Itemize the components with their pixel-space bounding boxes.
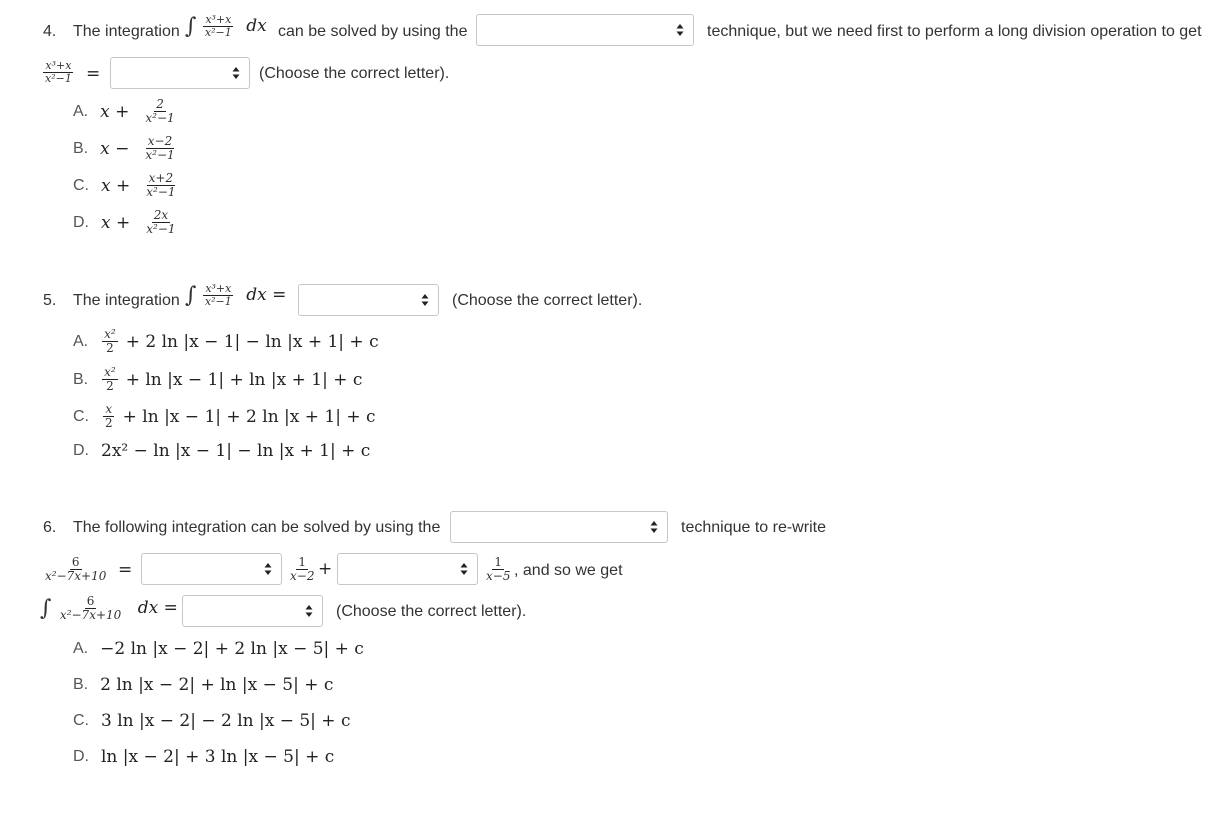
integral-sign: ∫ — [185, 283, 197, 308]
q6-lhs — [43, 556, 110, 583]
fraction-denominator: x²−1 — [145, 148, 175, 162]
q4-intro: The integration — [73, 23, 180, 40]
integral-sign: ∫ — [40, 596, 52, 621]
fraction — [288, 556, 316, 583]
q5-option-c — [73, 403, 376, 430]
fraction-numerator: 1 — [494, 555, 503, 569]
q4-integral — [185, 14, 267, 39]
q4-division-select[interactable] — [110, 57, 250, 89]
q4-option-c — [73, 172, 180, 199]
select-arrows-icon — [232, 66, 240, 80]
q6-integrand — [58, 595, 123, 622]
q4-option-b — [73, 135, 179, 162]
fraction-numerator: 2 — [156, 97, 164, 111]
fraction-denominator: x−5 — [486, 569, 511, 583]
integral-sign: ∫ — [185, 14, 197, 39]
fraction-denominator: x−2 — [290, 569, 315, 583]
option-label: A. — [73, 332, 89, 350]
q6-partial-fraction-2 — [482, 556, 514, 583]
fraction-numerator: x−2 — [147, 134, 173, 148]
option-label: B. — [73, 676, 89, 693]
q4-lhs-numerator: x³+x — [45, 59, 72, 72]
q4-choose: (Choose the correct letter). — [259, 65, 450, 82]
option-label: B. — [73, 370, 89, 388]
fraction-denominator: x²−1 — [145, 111, 175, 125]
option-expression: 3 ln |x − 2| − 2 ln |x − 5| + c — [101, 711, 351, 731]
q4-lhs — [43, 60, 76, 85]
q5-integrand-denominator: x²−1 — [204, 295, 232, 308]
fraction-denominator: 2 — [106, 341, 114, 355]
fraction-numerator: 1 — [298, 555, 307, 569]
q5-option-d — [73, 440, 370, 462]
select-arrows-icon — [650, 520, 658, 534]
q5-number: 5. — [43, 292, 57, 309]
option-expression: ln |x − 2| + 3 ln |x − 5| + c — [101, 747, 335, 767]
option-lead: x − — [100, 138, 130, 159]
select-arrows-icon — [676, 23, 684, 37]
q5-answer-select[interactable] — [298, 284, 439, 316]
q6-partial-fraction-1 — [286, 556, 318, 583]
q6-coefficient-b-select[interactable] — [337, 553, 478, 585]
q4-technique-select[interactable] — [476, 14, 694, 46]
option-fraction — [144, 209, 177, 236]
q6-option-b — [73, 674, 333, 696]
fraction-numerator: x² — [104, 365, 116, 379]
select-arrows-icon — [421, 293, 429, 307]
q6-technique-select[interactable] — [450, 511, 668, 543]
q6-coefficient-a-select[interactable] — [141, 553, 282, 585]
q4-lhs-fraction — [43, 60, 74, 85]
option-fraction — [143, 98, 176, 125]
q6-dx-equals: dx = — [137, 597, 178, 618]
q4-lhs-denominator: x²−1 — [45, 72, 72, 85]
q5-integrand-numerator: x³+x — [205, 282, 232, 295]
q6-lhs-numerator: 6 — [71, 555, 80, 569]
option-expression: −2 ln |x − 2| + 2 ln |x − 5| + c — [100, 639, 364, 659]
q5-integral — [185, 283, 286, 308]
option-label: B. — [73, 139, 89, 157]
option-expression: + ln |x − 1| + 2 ln |x + 1| + c — [122, 406, 376, 427]
q6-integral — [40, 595, 178, 622]
q4-equals: = — [86, 64, 101, 84]
option-label: D. — [73, 748, 89, 765]
fraction-numerator: x² — [104, 327, 116, 341]
option-label: A. — [73, 640, 89, 657]
q6-choose: (Choose the correct letter). — [336, 603, 527, 620]
q6-integrand-numerator: 6 — [86, 594, 95, 608]
q6-plus: + — [318, 559, 333, 579]
option-lead: x + — [101, 175, 131, 196]
fraction-denominator: 2 — [105, 416, 113, 430]
option-label: D. — [73, 213, 89, 231]
q4-text-after-select: technique, but we need first to perform a long division operation to get — [707, 23, 1202, 40]
q6-option-d — [73, 746, 334, 768]
option-fraction — [103, 403, 115, 430]
q4-option-d — [73, 209, 180, 236]
q5-dx-equals: dx = — [246, 284, 287, 305]
q6-option-c — [73, 710, 350, 732]
q5-choose: (Choose the correct letter). — [452, 292, 643, 309]
option-fraction — [143, 135, 176, 162]
q6-equals: = — [118, 560, 133, 580]
option-fraction — [102, 328, 118, 355]
q6-intro: The following integration can be solved by using the — [73, 519, 441, 536]
option-label: A. — [73, 102, 89, 120]
fraction-denominator: x²−1 — [146, 185, 176, 199]
option-expression: + ln |x − 1| + ln |x + 1| + c — [125, 369, 363, 390]
fraction — [484, 556, 512, 583]
option-label: C. — [73, 176, 89, 194]
q6-number: 6. — [43, 519, 57, 536]
fraction-denominator: 2 — [106, 379, 114, 393]
q4-option-a — [73, 98, 179, 125]
option-expression: 2 ln |x − 2| + ln |x − 5| + c — [100, 675, 334, 695]
q4-integrand-numerator: x³+x — [205, 13, 232, 26]
q4-text-after: can be solved by using the — [278, 23, 468, 40]
q5-option-b — [73, 366, 362, 393]
option-lead: x + — [100, 101, 130, 122]
option-label: C. — [73, 407, 89, 425]
select-arrows-icon — [305, 604, 313, 618]
option-lead: x + — [101, 212, 131, 233]
option-expression: 2x² − ln |x − 1| − ln |x + 1| + c — [101, 441, 371, 461]
q4-number: 4. — [43, 23, 57, 40]
fraction-numerator: 2x — [153, 208, 169, 222]
q5-integrand — [203, 283, 234, 308]
q6-option-a — [73, 638, 364, 660]
q6-integrand-denominator: x²−7x+10 — [59, 608, 122, 622]
option-label: C. — [73, 712, 89, 729]
q4-dx: dx — [246, 15, 267, 36]
q6-lhs-denominator: x²−7x+10 — [45, 569, 107, 583]
q6-and-so: , and so we get — [514, 562, 623, 579]
option-expression: + 2 ln |x − 1| − ln |x + 1| + c — [125, 331, 379, 352]
q6-lhs-fraction — [43, 556, 108, 583]
select-arrows-icon — [264, 562, 272, 576]
q5-intro: The integration — [73, 292, 180, 309]
fraction-numerator: x — [105, 402, 113, 416]
q5-option-a — [73, 328, 379, 355]
q4-integrand-denominator: x²−1 — [204, 26, 232, 39]
q6-text-after-select: technique to re-write — [681, 519, 826, 536]
q4-integrand — [203, 14, 234, 39]
q6-answer-select[interactable] — [182, 595, 323, 627]
select-arrows-icon — [460, 562, 468, 576]
option-fraction — [102, 366, 118, 393]
option-fraction — [144, 172, 177, 199]
fraction-numerator: x+2 — [148, 171, 174, 185]
fraction-denominator: x²−1 — [146, 222, 176, 236]
option-label: D. — [73, 442, 89, 459]
